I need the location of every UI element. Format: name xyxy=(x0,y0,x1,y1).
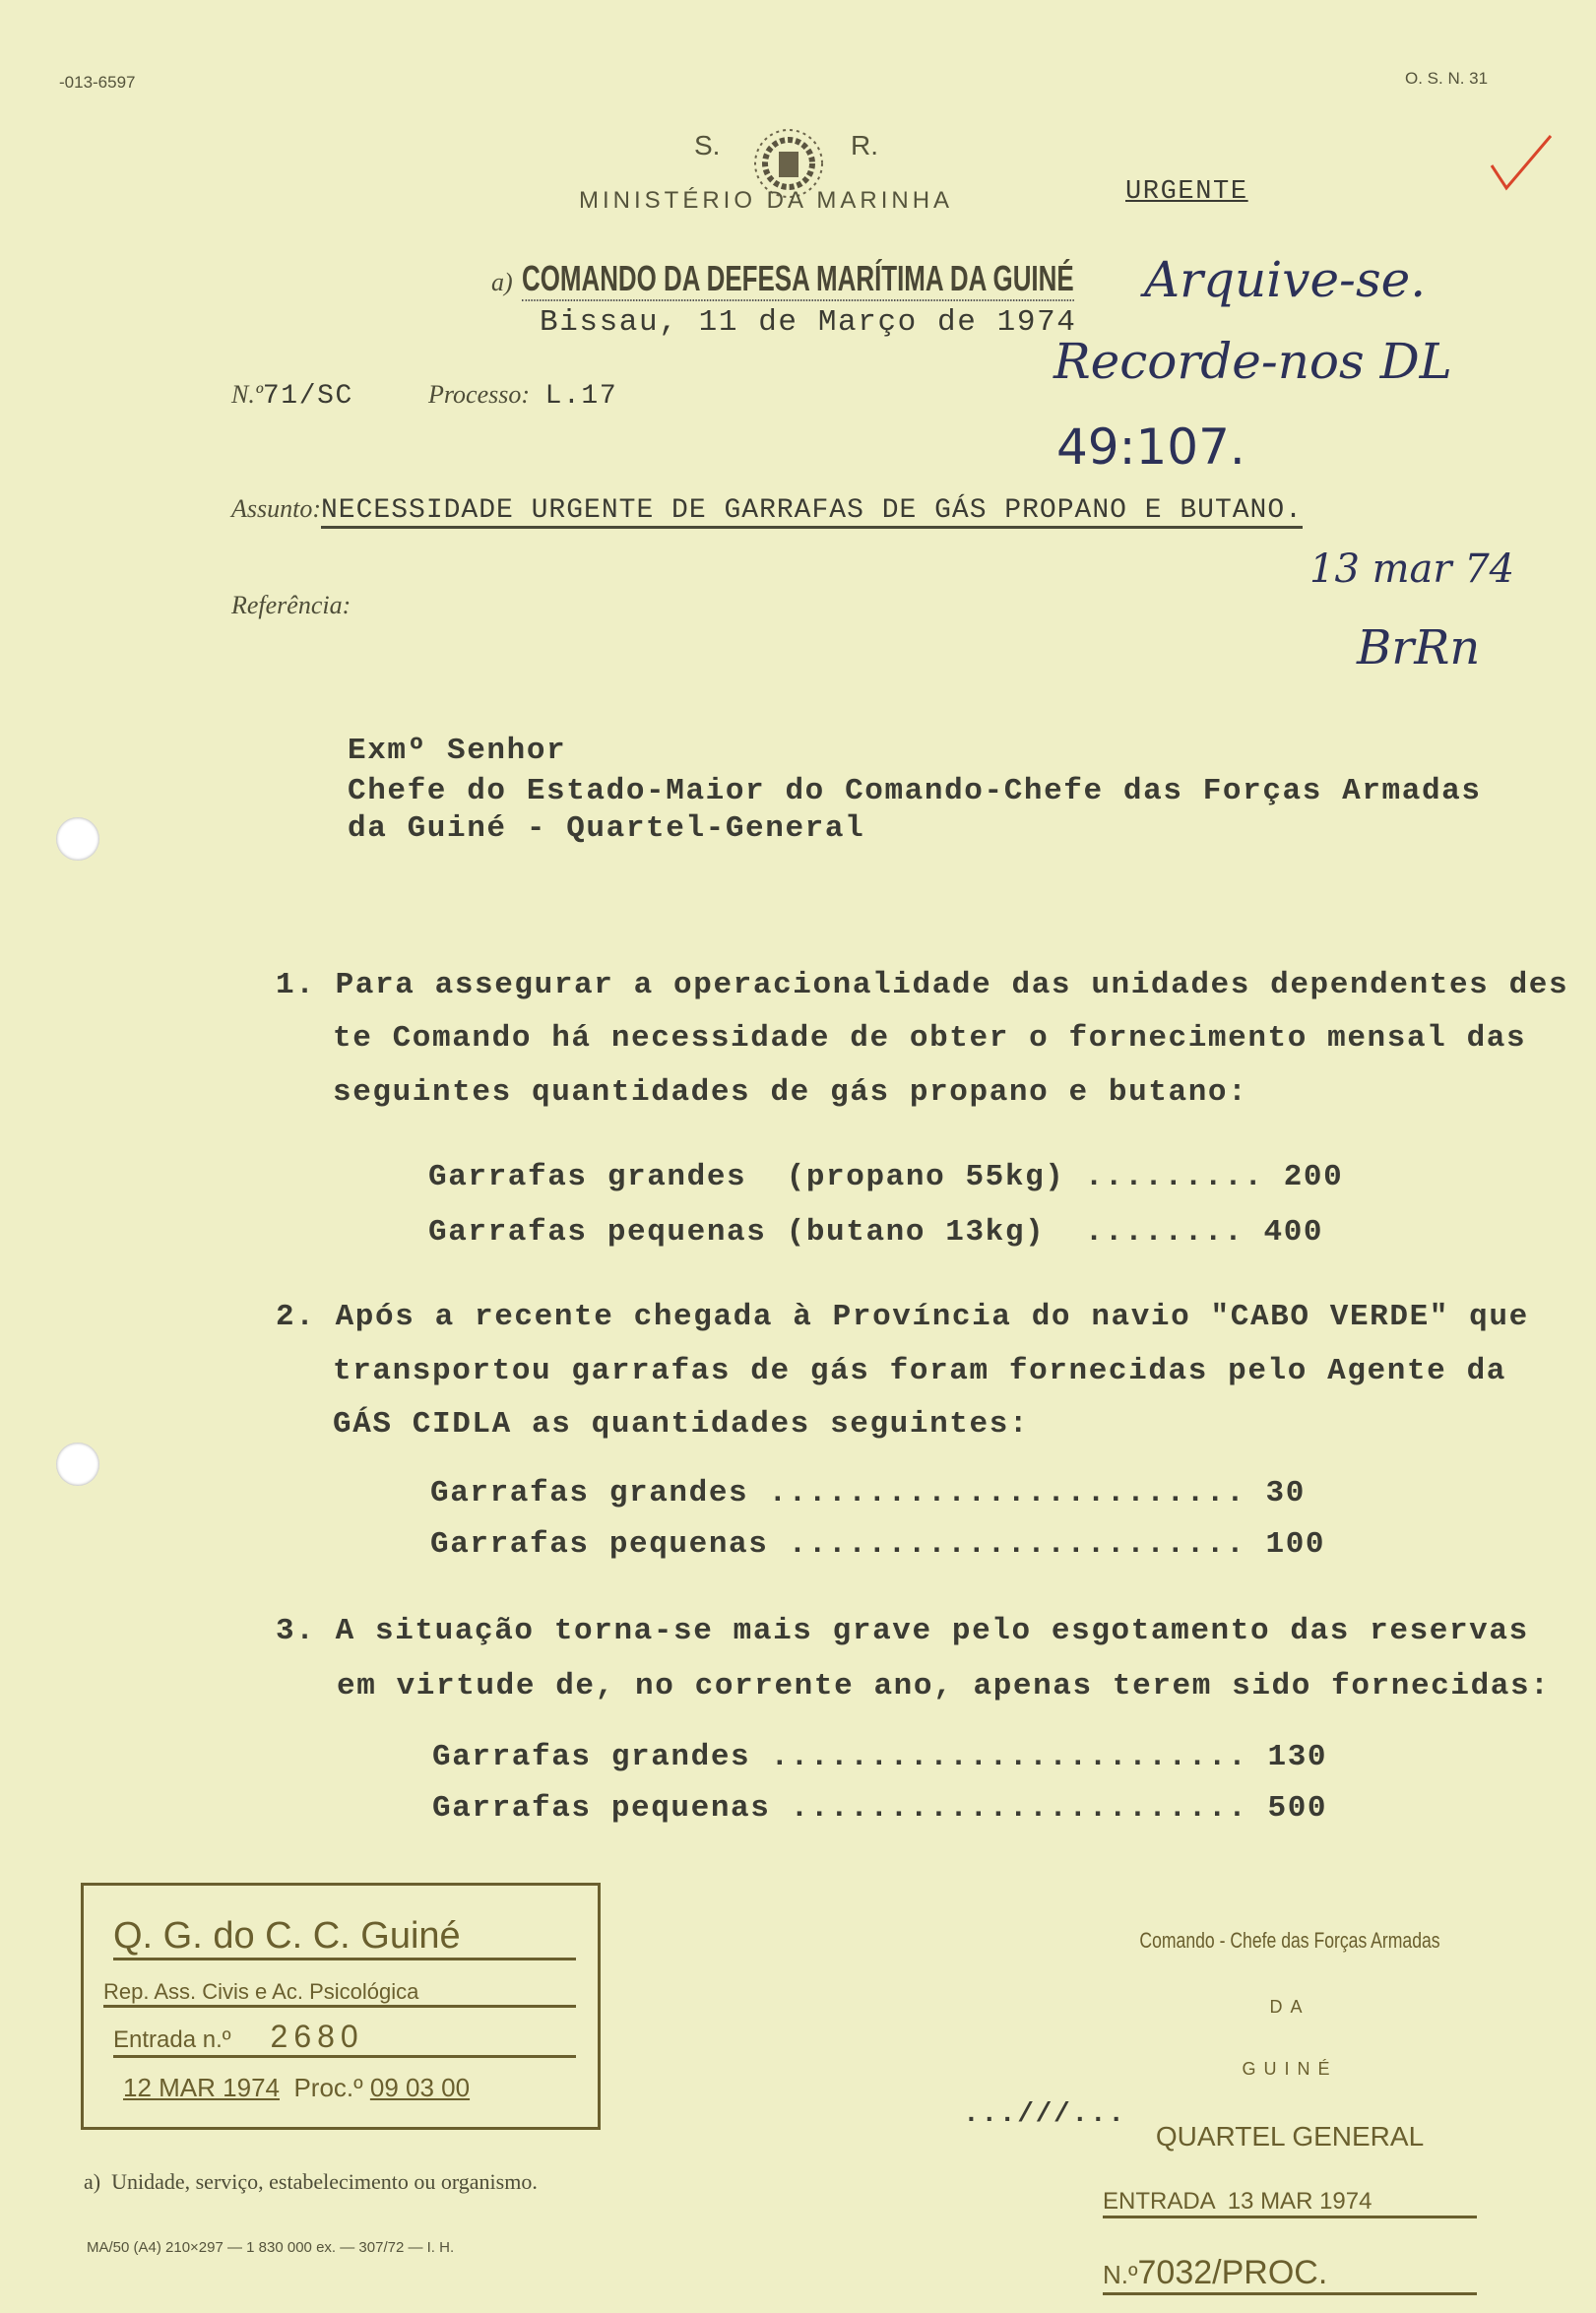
footnote: a) Unidade, serviço, estabelecimento ou organismo. xyxy=(84,2169,538,2194)
handwritten-initials: BrRn xyxy=(1357,620,1481,675)
paragraph-2-line: GÁS CIDLA as quantidades seguintes: xyxy=(333,1407,1030,1442)
paragraph-1-line: seguintes quantidades de gás propano e butano: xyxy=(333,1075,1248,1110)
header-r: R. xyxy=(851,130,878,161)
header-s: S. xyxy=(694,130,721,161)
paragraph-3-line: 3. A situação torna-se mais grave pelo esgotamento das reservas xyxy=(276,1614,1529,1648)
red-check-mark-icon xyxy=(1487,113,1556,200)
stamp-line: GUINÉ xyxy=(1242,2059,1338,2079)
paragraph-2-line: transportou garrafas de gás foram fornecidas pelo Agente da xyxy=(333,1354,1506,1388)
unit-prefix: a) xyxy=(491,268,513,296)
quantity-row: Garrafas grandes ........................ 30 xyxy=(430,1476,1306,1510)
stamp-department: Rep. Ass. Civis e Ac. Psicológica xyxy=(103,1979,576,2008)
stamp-entry-number: N.º7032/PROC. xyxy=(1103,2254,1477,2295)
reference-label: Referência: xyxy=(231,591,351,619)
stamp-line: QUARTEL GENERAL xyxy=(1155,2121,1425,2152)
received-stamp-right xyxy=(1093,1893,1487,2313)
quantity-row: Garrafas pequenas (butano 13kg) ........ 400 xyxy=(428,1215,1324,1250)
paragraph-1-line: te Comando há necessidade de obter o fornecimento mensal das xyxy=(333,1021,1527,1056)
handwritten-note: 49:107. xyxy=(1056,418,1245,476)
addressee-line: da Guiné - Quartel-General xyxy=(348,811,865,846)
unit-name: COMANDO DA DEFESA MARÍTIMA DA GUINÉ xyxy=(522,258,1074,301)
continuation-mark: ...///... xyxy=(963,2099,1126,2130)
stamp-line: Comando - Chefe das Forças Armadas xyxy=(1139,1928,1440,1953)
reference-code: -013-6597 xyxy=(59,73,136,92)
salutation: Exmº Senhor xyxy=(348,734,567,768)
paragraph-3-line: em virtude de, no corrente ano, apenas terem sido fornecidas: xyxy=(337,1669,1551,1703)
ministry-name: MINISTÉRIO DA MARINHA xyxy=(579,187,954,214)
handwritten-note: Recorde-nos DL xyxy=(1053,333,1452,390)
quantity-row: Garrafas grandes ........................ 130 xyxy=(432,1740,1328,1774)
document-number: N.º71/SC xyxy=(231,380,353,412)
subject: Assunto:NECESSIDADE URGENTE DE GARRAFAS DE GÁS PROPANO E BUTANO. xyxy=(231,494,1303,526)
addressee-line: Chefe do Estado-Maior do Comando-Chefe das Forças Armadas xyxy=(348,774,1482,808)
received-stamp-left xyxy=(81,1883,601,2130)
paragraph-2-line: 2. Após a recente chegada à Província do navio "CABO VERDE" que xyxy=(276,1300,1529,1334)
stamp-line: DA xyxy=(1269,1997,1310,2017)
stamp-entry-date: ENTRADA 13 MAR 1974 xyxy=(1103,2188,1477,2218)
handwritten-date: 13 mar 74 xyxy=(1309,546,1515,592)
stamp-entry: Entrada n.º 2680 xyxy=(113,2019,576,2058)
place-date: Bissau, 11 de Março de 1974 xyxy=(540,305,1077,340)
quantity-row: Garrafas pequenas ....................... 100 xyxy=(430,1527,1326,1562)
stamp-date-proc: 12 MAR 1974 Proc.º 09 03 00 xyxy=(123,2073,471,2102)
quantity-row: Garrafas grandes (propano 55kg) ......... 200 xyxy=(428,1160,1344,1194)
printer-imprint: MA/50 (A4) 210×297 — 1 830 000 ex. — 307/72 — I. H. xyxy=(87,2239,455,2256)
process-number: Processo: L.17 xyxy=(428,380,618,412)
punch-hole xyxy=(56,1443,99,1486)
punch-hole xyxy=(56,817,99,861)
handwritten-note: Arquive-se. xyxy=(1144,251,1427,308)
quantity-row: Garrafas pequenas ....................... 500 xyxy=(432,1791,1328,1826)
urgent-mark: URGENTE xyxy=(1125,177,1248,207)
paragraph-1-line: 1. Para assegurar a operacionalidade das unidades dependentes des xyxy=(276,968,1569,1002)
form-code: O. S. N. 31 xyxy=(1405,69,1489,88)
stamp-title: Q. G. do C. C. Guiné xyxy=(113,1915,576,1960)
